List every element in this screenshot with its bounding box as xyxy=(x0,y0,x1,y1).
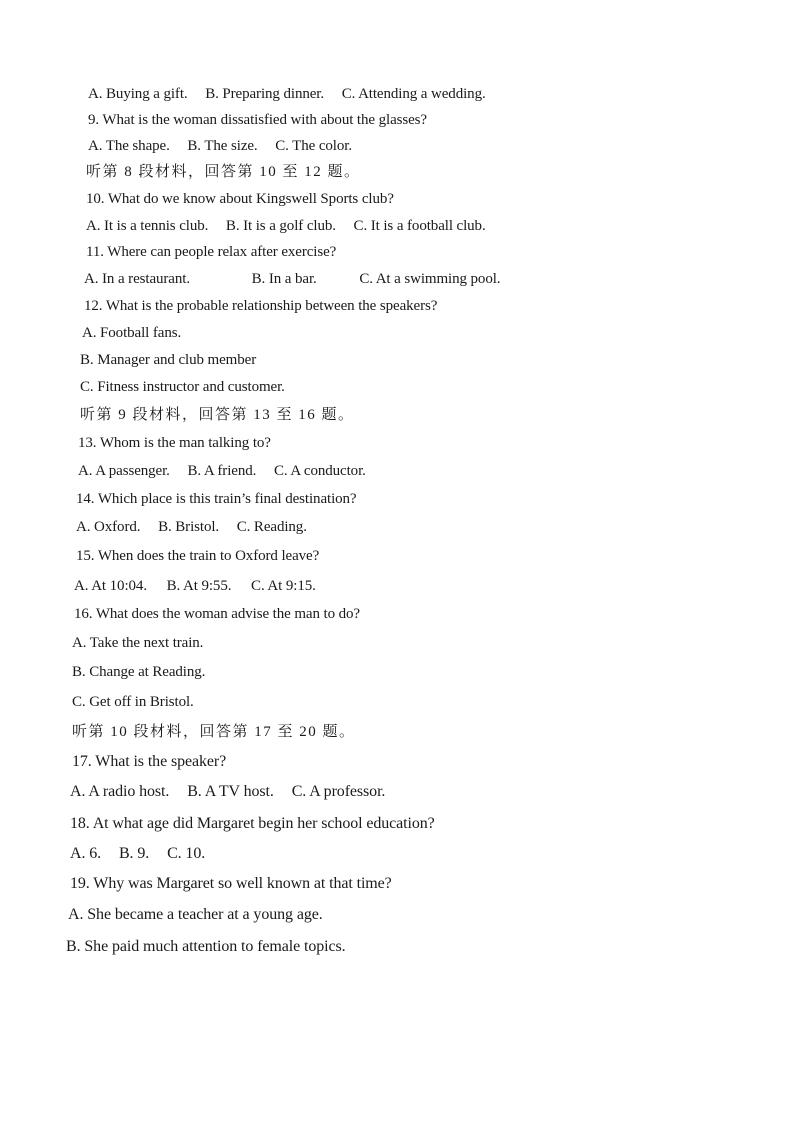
question-text: 19. Why was Margaret so well known at that time? xyxy=(70,875,392,892)
question-options xyxy=(88,84,486,104)
option-c: C. 10. xyxy=(167,845,206,862)
option-c: C. A professor. xyxy=(291,783,386,800)
section-heading: 听第 10 段材料，回答第 17 至 20 题。 xyxy=(72,724,356,740)
option-a: A. In a restaurant. xyxy=(84,271,190,287)
question-text: 15. When does the train to Oxford leave? xyxy=(76,548,320,564)
question-options xyxy=(88,136,352,156)
option-b: B. A friend. xyxy=(187,463,257,479)
option-a: A. Oxford. xyxy=(76,519,141,535)
option-b: B. She paid much attention to female topics. xyxy=(66,938,346,955)
option-b: B. Preparing dinner. xyxy=(205,86,325,102)
option-b: B. A TV host. xyxy=(187,783,274,800)
question-options xyxy=(84,269,500,289)
question-text: 11. Where can people relax after exercise? xyxy=(86,244,337,260)
question-options xyxy=(74,576,316,596)
option-b: B. Change at Reading. xyxy=(72,664,206,680)
option-a: A. Football fans. xyxy=(82,325,182,341)
option-a: A. At 10:04. xyxy=(74,578,147,594)
question-text: 18. At what age did Margaret begin her school education? xyxy=(70,815,435,832)
option-c: C. Attending a wedding. xyxy=(341,86,486,102)
section-heading: 听第 9 段材料，回答第 13 至 16 题。 xyxy=(80,407,355,423)
question-options xyxy=(86,216,486,236)
option-c: C. Get off in Bristol. xyxy=(72,694,194,710)
option-c: C. The color. xyxy=(275,138,352,154)
option-c: C. Fitness instructor and customer. xyxy=(80,379,285,395)
question-text: 9. What is the woman dissatisfied with about the glasses? xyxy=(88,112,427,128)
option-c: C. It is a football club. xyxy=(353,218,486,234)
option-b: B. The size. xyxy=(187,138,258,154)
option-c: C. A conductor. xyxy=(273,463,366,479)
option-b: B. 9. xyxy=(118,845,150,862)
option-a: A. Buying a gift. xyxy=(88,86,188,102)
option-b: B. It is a golf club. xyxy=(225,218,336,234)
option-a: A. 6. xyxy=(70,845,102,862)
option-a: A. A passenger. xyxy=(78,463,170,479)
option-b: B. At 9:55. xyxy=(166,578,232,594)
question-text: 17. What is the speaker? xyxy=(72,753,227,770)
option-c: C. At a swimming pool. xyxy=(359,271,501,287)
question-text: 13. Whom is the man talking to? xyxy=(78,435,271,451)
question-options xyxy=(76,517,307,537)
option-a: A. She became a teacher at a young age. xyxy=(68,906,323,923)
question-text: 16. What does the woman advise the man to do? xyxy=(74,606,360,622)
question-options xyxy=(70,782,385,802)
question-text: 14. Which place is this train’s final destination? xyxy=(76,491,357,507)
option-b: B. In a bar. xyxy=(251,271,317,287)
option-c: C. Reading. xyxy=(236,519,307,535)
option-a: A. It is a tennis club. xyxy=(86,218,209,234)
option-c: C. At 9:15. xyxy=(251,578,316,594)
question-text: 12. What is the probable relationship between the speakers? xyxy=(84,298,438,314)
option-a: A. A radio host. xyxy=(70,783,170,800)
option-b: B. Bristol. xyxy=(158,519,220,535)
section-heading: 听第 8 段材料，回答第 10 至 12 题。 xyxy=(86,164,361,180)
option-a: A. The shape. xyxy=(88,138,170,154)
question-text: 10. What do we know about Kingswell Sports club? xyxy=(86,191,394,207)
question-options xyxy=(78,461,366,481)
option-a: A. Take the next train. xyxy=(72,635,204,651)
option-b: B. Manager and club member xyxy=(80,352,257,368)
question-options xyxy=(70,844,205,864)
